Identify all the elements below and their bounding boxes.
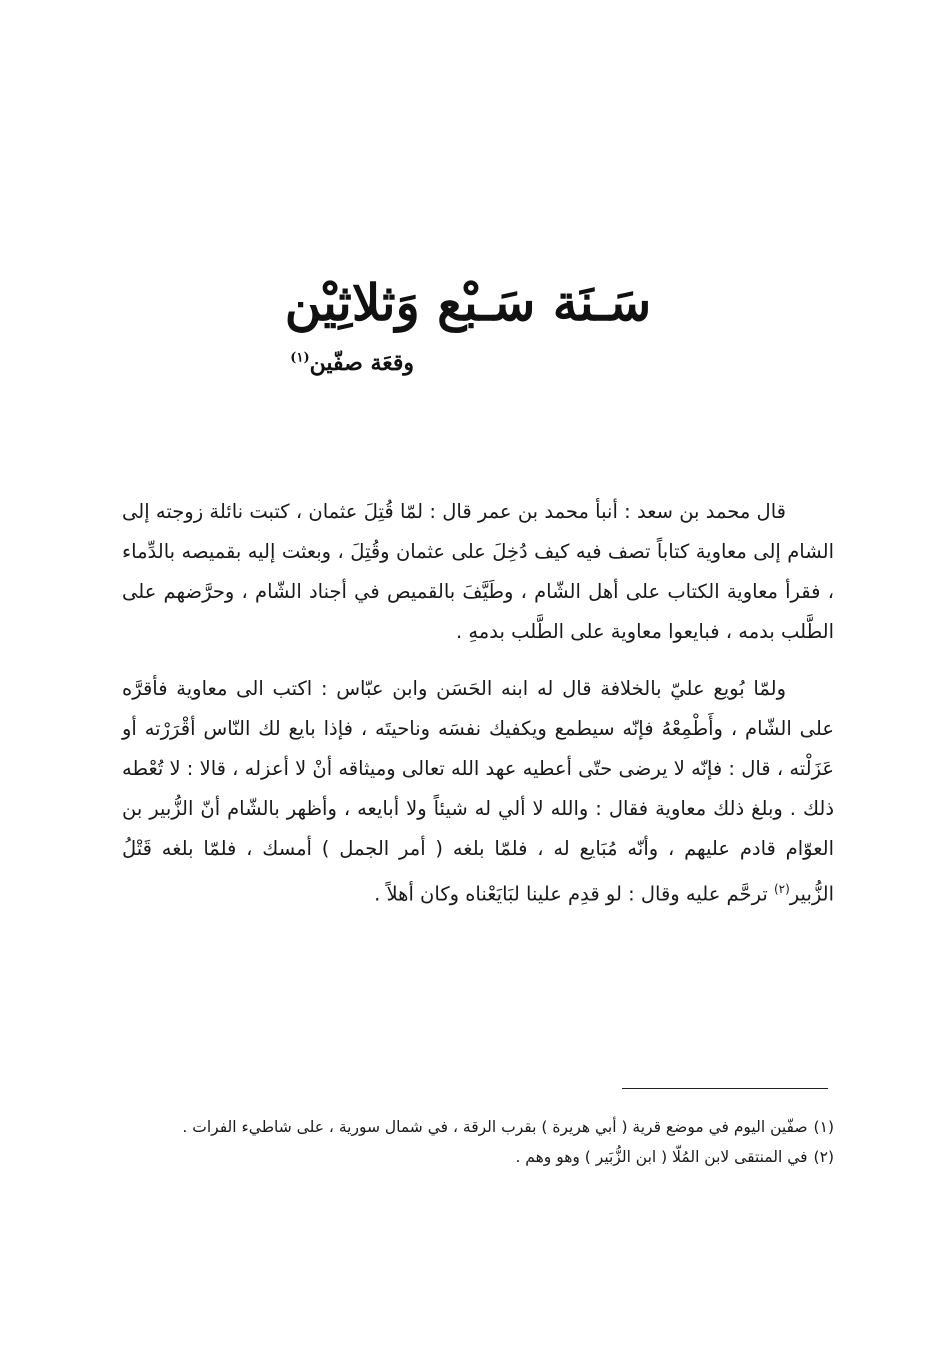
- paragraph-2: [122, 669, 834, 915]
- footnote-1-text: صفّين اليوم في موضع قرية ( أبي هريرة ) بقرب الرقة ، في شمال سورية ، على شاطيء الفرات .: [182, 1118, 808, 1136]
- subtitle-footnote-ref: (١): [290, 350, 310, 366]
- chapter-subtitle: [290, 350, 414, 376]
- footnote-2-number: (٢): [813, 1148, 834, 1166]
- footnotes: [118, 1112, 834, 1172]
- chapter-title: سَـنَة سَـبْع وَثلاثِيْن: [284, 273, 652, 332]
- body-text: [122, 492, 834, 915]
- footnote-2: [118, 1142, 834, 1172]
- footnote-divider: [622, 1088, 828, 1089]
- paragraph-2-footnote-ref: (٢): [773, 882, 790, 896]
- footnote-2-text: في المنتقى لابن المُلّا ( ابن الزُّبَير ) وهو وهم .: [515, 1148, 808, 1166]
- footnote-1-number: (١): [813, 1118, 834, 1136]
- paragraph-2-text-after: ترحَّم عليه وقال : لو قدِم علينا لبَايَعْناه وكان أهلاً .: [374, 882, 774, 906]
- paragraph-2-text-before: ولمّا بُويع عليّ بالخلافة قال له ابنه الحَسَن وابن عبّاس : اكتب الى معاوية فأقرَّه على الشّام ، وأَطْمِعْهُ فإنّه سيطمع ويكفيك نفسَه وناحيتَه ، فإذا بايع لك النّاس أقْرَرْته أو عَزَلْته ، قال : فإنّه لا يرضى حتّى أعطيه عهد الله تعالى وميثاقه أنْ لا أعزله ، قالا : لا تُعْطه ذلك . وبلغ ذلك معاوية فقال : والله لا ألي له شيئاً ولا أبايعه ، وأظهر بالشّام أنّ الزُّبير بن العوّام قادم عليهم ، وأنّه مُبَايع له ، فلمّا بلغه ( أمر الجمل ) أمسك ، فلمّا بلغه قَتْلُ الزُّبير: [122, 677, 834, 906]
- paragraph-1: قال محمد بن سعد : أنبأ محمد بن عمر قال : لمّا قُتِلَ عثمان ، كتبت نائلة زوجته إلى الشام إلى معاوية كتاباً تصف فيه كيف دُخِلَ على عثمان وقُتِلَ ، وبعثت إليه بقميصه بالدِّماء ، فقرأ معاوية الكتاب على أهل الشّام ، وطَيَّفَ بالقميص في أجناد الشّام ، وحرَّضهم على الطَّلب بدمه ، فبايعوا معاوية على الطَّلب بدمهِ .: [122, 500, 834, 643]
- subtitle-text: وقعَة صفّين: [309, 350, 414, 376]
- footnote-1: [118, 1112, 834, 1142]
